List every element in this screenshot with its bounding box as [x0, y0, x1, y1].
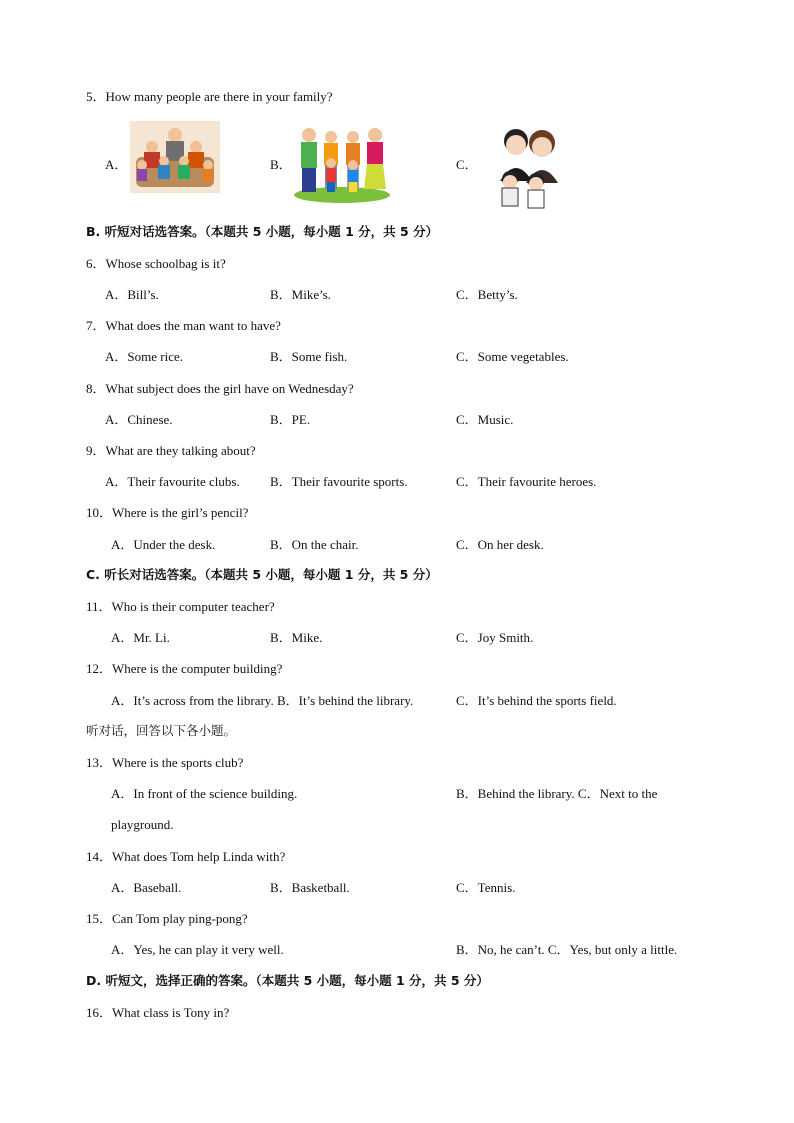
q6-option-b: B．Mike’s. — [270, 287, 332, 302]
q13-option-a: A．In front of the science building. — [111, 786, 298, 801]
q14-option-b: B．Basketball. — [270, 880, 350, 895]
q10-option-c: C．On her desk. — [456, 537, 544, 552]
q11-option-a: A．Mr. Li. — [111, 630, 170, 645]
q12-options-a-b: A．It’s across from the library. B．It’s behind the library. — [111, 693, 414, 708]
q14-option-a: A．Baseball. — [111, 880, 182, 895]
q8-option-a: A．Chinese. — [105, 412, 173, 427]
question-16-stem: 16．What class is Tony in? — [86, 1005, 230, 1020]
family-of-six-standing-image — [293, 123, 391, 203]
q6-option-c: C．Betty’s. — [456, 287, 518, 302]
q5-option-a-label: A． — [105, 157, 128, 172]
q15-options-b-c: B．No, he can’t. C．Yes, but only a little. — [456, 942, 678, 957]
question-9-stem: 9．What are they talking about? — [86, 443, 256, 458]
q12-option-c: C．It’s behind the sports field. — [456, 693, 617, 708]
question-13-stem: 13．Where is the sports club? — [86, 755, 244, 770]
section-d-heading: D. 听短文，选择正确的答案。（本题共 5 小题，每小题 1 分，共 5 分） — [86, 973, 489, 988]
q7-option-c: C．Some vegetables. — [456, 349, 569, 364]
q9-option-b: B．Their favourite sports. — [270, 474, 408, 489]
q6-option-a: A．Bill’s. — [105, 287, 159, 302]
question-11-stem: 11．Who is their computer teacher? — [86, 599, 275, 614]
q7-option-a: A．Some rice. — [105, 349, 183, 364]
q11-option-b: B．Mike. — [270, 630, 323, 645]
family-of-four-portrait-image — [492, 121, 564, 211]
q14-option-c: C．Tennis. — [456, 880, 516, 895]
question-14-stem: 14．What does Tom help Linda with? — [86, 849, 286, 864]
q10-option-a: A．Under the desk. — [111, 537, 216, 552]
question-15-stem: 15．Can Tom play ping-pong? — [86, 911, 248, 926]
question-8-stem: 8．What subject does the girl have on Wednesday? — [86, 381, 354, 396]
q15-option-a: A．Yes, he can play it very well. — [111, 942, 284, 957]
q7-option-b: B．Some fish. — [270, 349, 348, 364]
large-family-on-sofa-image — [130, 121, 220, 193]
section-b-heading: B. 听短对话选答案。（本题共 5 小题，每小题 1 分，共 5 分） — [86, 224, 439, 239]
listen-instruction: 听对话，回答以下各小题。 — [86, 723, 237, 738]
question-7-stem: 7．What does the man want to have? — [86, 318, 281, 333]
q5-option-b-label: B． — [270, 157, 292, 172]
q13-option-c-continued: playground. — [111, 817, 174, 832]
question-10-stem: 10．Where is the girl’s pencil? — [86, 505, 249, 520]
q5-option-c-label: C． — [456, 157, 478, 172]
question-6-stem: 6．Whose schoolbag is it? — [86, 256, 226, 271]
q8-option-b: B．PE. — [270, 412, 311, 427]
q9-option-c: C．Their favourite heroes. — [456, 474, 597, 489]
question-12-stem: 12．Where is the computer building? — [86, 661, 283, 676]
q13-options-b-c: B．Behind the library. C．Next to the — [456, 786, 658, 801]
q10-option-b: B．On the chair. — [270, 537, 359, 552]
q9-option-a: A．Their favourite clubs. — [105, 474, 240, 489]
question-5-stem: 5．How many people are there in your family? — [86, 89, 333, 104]
q11-option-c: C．Joy Smith. — [456, 630, 534, 645]
q8-option-c: C．Music. — [456, 412, 514, 427]
section-c-heading: C. 听长对话选答案。（本题共 5 小题，每小题 1 分，共 5 分） — [86, 567, 438, 582]
